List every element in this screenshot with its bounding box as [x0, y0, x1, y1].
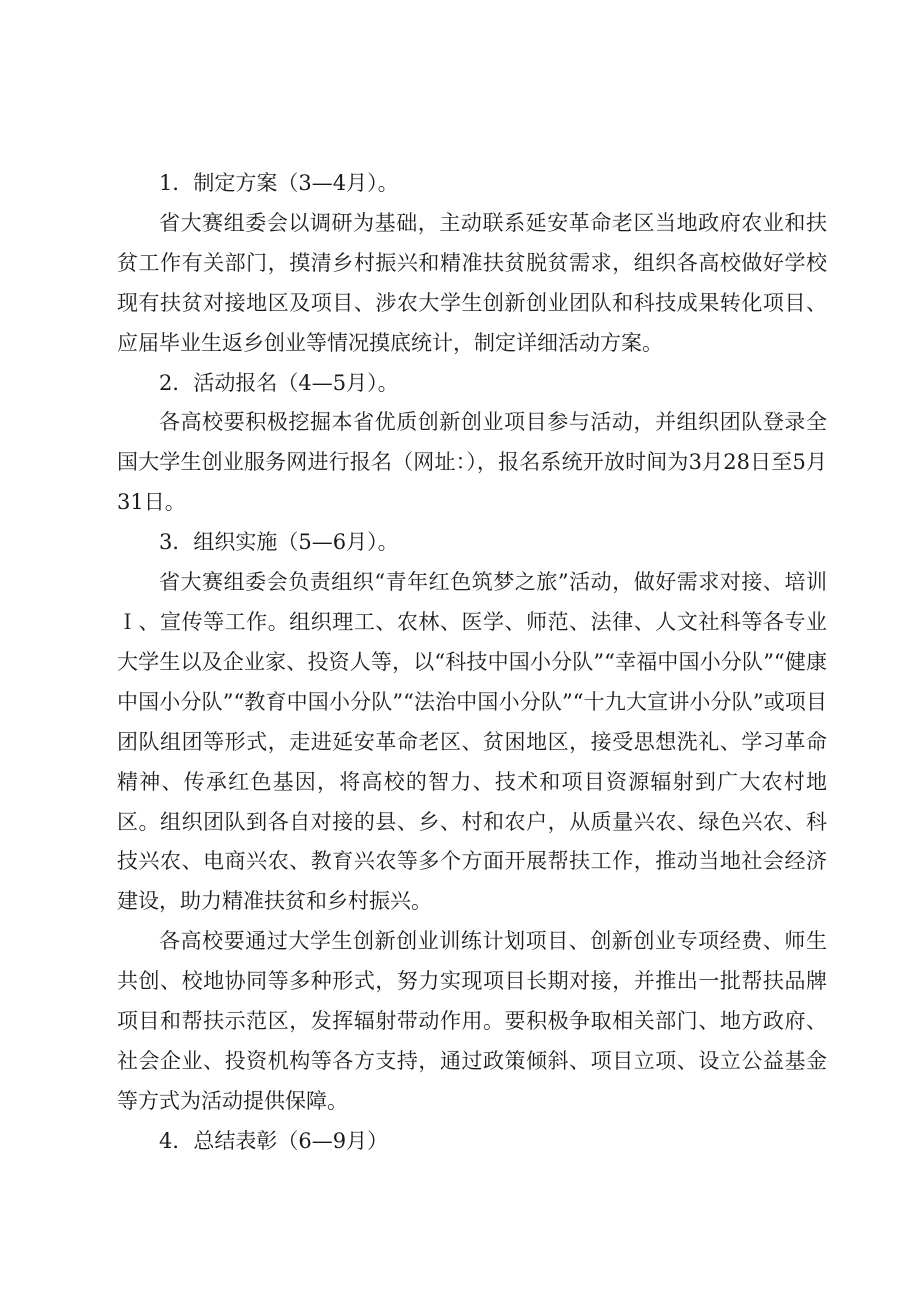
paragraph-registration: 各高校要积极挖掘本省优质创新创业项目参与活动，并组织团队登录全国大学生创业服务网进行报名（网址：），报名系统开放时间为3月28日至5月31日。	[117, 410, 827, 515]
paragraph-implementation: 省大赛组委会负责组织“青年红色筑梦之旅”活动，做好需求对接、培训Ｉ、宣传等工作。组织理工、农林、医学、师范、法律、人文社科等各专业大学生以及企业家、投资人等，以“科技中国小分队”“幸福中国小分队”“健康中国小分队”“教育中国小分队”“法治中国小分队”“十九大宣讲小分队”或项目团队组团等形式，走进延安革命老区、贫困地区，接受思想洗礼、学习革命精神、传承红色基因，将高校的智力、技术和项目资源辐射到广大农村地区。组织团队到各自对接的县、乡、村和农户，从质量兴农、绿色兴农、科技兴农、电商兴农、教育兴农等多个方面开展帮扶工作，推动当地社会经济建设，助力精准扶贫和乡村振兴。	[117, 570, 827, 914]
document-body	[117, 164, 827, 1162]
paragraph-support: 各高校要通过大学生创新创业训练计划项目、创新创业专项经费、师生共创、校地协同等多种形式，努力实现项目长期对接，并推出一批帮扶品牌项目和帮扶示范区，发挥辐射带动作用。要积极争取相关部门、地方政府、社会企业、投资机构等各方支持，通过政策倾斜、项目立项、设立公益基金等方式为活动提供保障。	[117, 929, 827, 1113]
paragraph-plan: 省大赛组委会以调研为基础，主动联系延安革命老区当地政府农业和扶贫工作有关部门，摸清乡村振兴和精准扶贫脱贫需求，组织各高校做好学校现有扶贫对接地区及项目、涉农大学生创新创业团队和科技成果转化项目、应届毕业生返乡创业等情况摸底统计，制定详细活动方案。	[117, 210, 827, 355]
section-heading-implementation: 3．组织实施（5—6月）。	[159, 530, 399, 555]
section-heading-summary: 4．总结表彰（6—9月）	[159, 1128, 389, 1153]
section-heading-registration: 2．活动报名（4—5月）。	[159, 370, 399, 395]
section-heading-plan: 1．制定方案（3—4月）。	[159, 171, 399, 195]
